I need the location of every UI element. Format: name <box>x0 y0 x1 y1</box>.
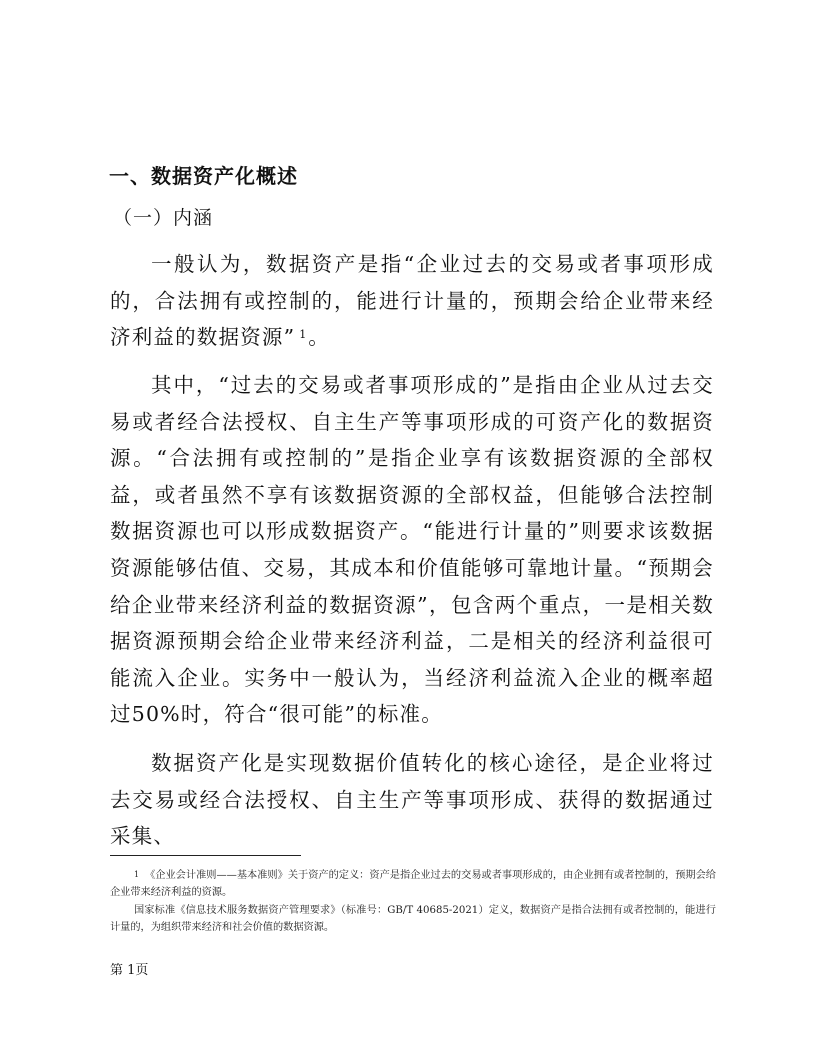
paragraph-explanation: 其中，“过去的交易或者事项形成的”是指由企业从过去交易或者经合法授权、自主生产等事项形成的可资产化的数据资源。“合法拥有或控制的”是指企业享有该数据资源的全部权益，或者虽然不享有该数据资源的全部权益，但能够合法控制数据资源也可以形成数据资产。“能进行计量的”则要求该数据资源能够估值、交易，其成本和价值能够可靠地计量。“预期会给企业带来经济利益的数据资源”，包含两个重点，一是相关数据资源预期会给企业带来经济利益，二是相关的经济利益很可能流入企业。实务中一般认为，当经济利益流入企业的概率超过50%时，符合“很可能”的标准。 <box>110 373 714 727</box>
footnote-1 <box>110 867 716 901</box>
footnote-mark: 1 <box>134 870 140 879</box>
page-number: 第 1页 <box>110 963 149 978</box>
paragraph-assetization: 数据资产化是实现数据价值转化的核心途径，是企业将过去交易或经合法授权、自主生产等事项形成、获得的数据通过采集、 <box>110 751 714 849</box>
paragraph-definition <box>110 246 714 356</box>
footnote-separator <box>110 855 301 856</box>
paragraph-end: 。 <box>308 325 330 350</box>
footnote-reference[interactable]: 1 <box>299 328 307 342</box>
footnote-2: 国家标准《信息技术服务数据资产管理要求》（标准号：GB/T 40685-2021）定义，数据资产是指合法拥有或者控制的，能进行计量的，为组织带来经济和社会价值的数据资源。 <box>110 905 716 933</box>
subsection-heading: （一）内涵 <box>113 207 214 229</box>
paragraph-text: 一般认为，数据资产是指“企业过去的交易或者事项形成的，合法拥有或控制的，能进行计量的，预期会给企业带来经济利益的数据资源” <box>110 252 714 350</box>
section-heading: 一、数据资产化概述 <box>109 164 298 188</box>
footnote-text: 《企业会计准则——基本准则》关于资产的定义：资产是指企业过去的交易或者事项形成的，由企业拥有或者控制的，预期会给企业带来经济利益的资源。 <box>110 870 716 898</box>
